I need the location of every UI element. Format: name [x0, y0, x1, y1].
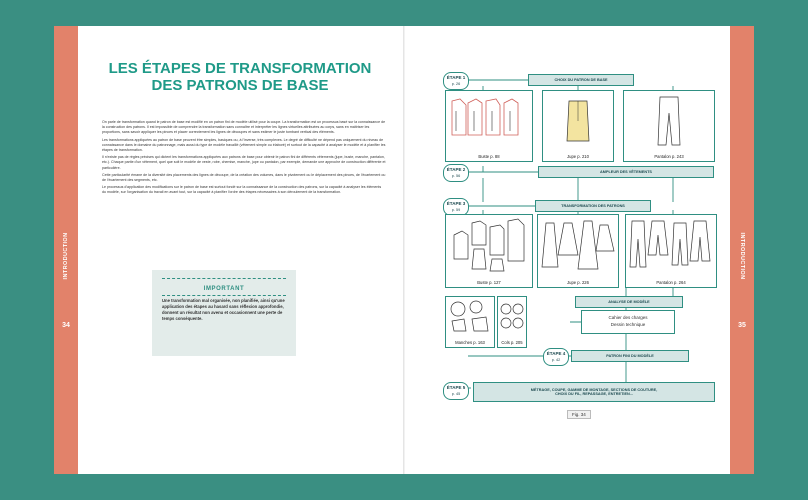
box-cols — [497, 296, 527, 348]
bar-choix-patron: CHOIX DU PATRON DE BASE — [528, 74, 634, 86]
right-page — [405, 26, 754, 474]
figure-label: Fig. 34 — [567, 410, 591, 419]
step-badge: ÉTAPE 5 p. 45 — [443, 382, 469, 400]
paragraph: Les transformations appliquées au patron de base peuvent être simples, basiques ou, à l'inverse, très complexes. Le degré de difficulté ne dépend pas uniquement du niveau de connaissance dans le domaine du patronnage, mais aussi du type de modèle travaillé (vêtement simple ou élaboré) et surtout de la capacité à analyser le modèle et à planifier les étapes de transformation. — [102, 137, 386, 153]
paragraph: Le processus d'application des modifications sur le patron de base est surtout fondé sur la connaissance de la construction des patrons, sur la capacité à analyser les éléments du modèle, sur l'organisation du travail en avant tout, sur la capacité à planifier l'ordre des étapes nécessaires à son déroulement de la transformation. — [102, 185, 382, 195]
band-label: INTRODUCTION — [739, 232, 745, 280]
analyse-item: Dessin technique — [610, 322, 646, 327]
page-number: 34 — [62, 322, 70, 329]
caption: Jupe p. 226 — [567, 280, 589, 285]
sleeve-sketches-icon — [446, 297, 494, 335]
trousers-sketches-icon — [626, 215, 716, 275]
caption: Pantalon p. 243 — [654, 154, 684, 159]
bodice-pattern-icon — [446, 91, 532, 149]
caption: Jupe p. 210 — [567, 154, 589, 159]
box-jupe-base — [542, 90, 614, 162]
paragraph: On parle de transformation quand le patron de base est modifié en un patron fini de modèle utilisé pour la coupe. La transformation est un processus basé sur la connaissance de la construction des patrons. Il est impossible de comprendre la transformation sans connaître et interpréter les lignes virtuelles attribuées au corps, sans en maîtriser les proportions, sans savoir appliquer les pinces et placer correctement les lignes de découpes et sans estimer le juste tombant vertical des éléments. — [102, 120, 386, 135]
bar-finitions: MÉTRAGE, COUPE, GAMME DE MONTAGE, SECTIONS DE COUTURE, CHOIX DU FIL, REPASSAGE, ENTRETIEN... — [473, 382, 715, 402]
caption: Buste p. 127 — [477, 280, 501, 285]
bar-transformation: TRANSFORMATION DES PATRONS — [535, 200, 651, 212]
bar-patron-fini: PATRON FINI DU MODÈLE — [571, 350, 689, 362]
important-callout — [152, 270, 296, 356]
important-text: Une transformation mal organisée, non planifiée, ainsi qu'une application des étapes au hasard sans réflexion approfondie, donnent un résultat non avenu et occasionnent une perte de temps conséquente. — [162, 298, 285, 321]
box-jupe-transfo — [537, 214, 619, 288]
collar-sketches-icon — [498, 297, 526, 335]
body-text — [102, 120, 386, 198]
step-badge: ÉTAPE 2 p. 56 — [443, 164, 469, 182]
title-line-2: DES PATRONS DE BASE — [151, 77, 329, 94]
step-badge: ÉTAPE 4 p. 42 — [543, 348, 569, 366]
caption: Pantalon p. 264 — [656, 280, 686, 285]
page-title — [90, 60, 390, 94]
bar-analyse: ANALYSE DE MODÈLE — [575, 296, 683, 308]
analyse-item: Cahier des charges — [608, 315, 648, 320]
box-manches — [445, 296, 495, 348]
caption: Cols p. 205 — [501, 340, 523, 345]
caption: Buste p. 88 — [478, 154, 500, 159]
step-badge: ÉTAPE 1 p. 26 — [443, 72, 469, 90]
band-label: INTRODUCTION — [63, 232, 69, 280]
paragraph: Il n'existe pas de règles précises qui dictent les transformations appliquées aux patrons de base pour obtenir le patron fini de différents vêtements (jupe, buste, manche, pantalon, etc.). Chaque partie d'un vêtement, quel que soit le modèle de veste, robe, chemise, manche, jupe ou pantalon, par exemple, demande une approche de construction différente et particulière. — [102, 155, 386, 170]
box-analyse-items — [581, 310, 675, 334]
page-number: 35 — [738, 322, 746, 329]
left-side-band — [54, 26, 78, 474]
divider — [162, 295, 286, 296]
title-line-1: LES ÉTAPES DE TRANSFORMATION — [108, 60, 372, 77]
box-pantalon-transfo — [625, 214, 717, 288]
paragraph: Cette particularité émane de la diversité des placements des lignes de découpe, de la création des volumes, dans le pivotement ou le déplacement des pinces, de l'écartement ou de l'écartement des segments, etc. — [102, 172, 386, 183]
step-badge: ÉTAPE 3 p. 59 — [443, 198, 469, 216]
box-buste-transfo — [445, 214, 533, 288]
garment-sketches-icon — [446, 215, 532, 275]
important-title: IMPORTANT — [203, 286, 245, 292]
left-page — [54, 26, 405, 474]
box-pantalon-base — [623, 90, 715, 162]
box-buste-base — [445, 90, 533, 162]
skirt-sketches-icon — [538, 215, 618, 275]
caption: Manches p. 163 — [455, 340, 485, 345]
divider — [162, 278, 286, 279]
skirt-pattern-icon — [543, 91, 613, 149]
trousers-pattern-icon — [624, 91, 714, 149]
bar-ampleur: AMPLEUR DES VÊTEMENTS — [538, 166, 714, 178]
